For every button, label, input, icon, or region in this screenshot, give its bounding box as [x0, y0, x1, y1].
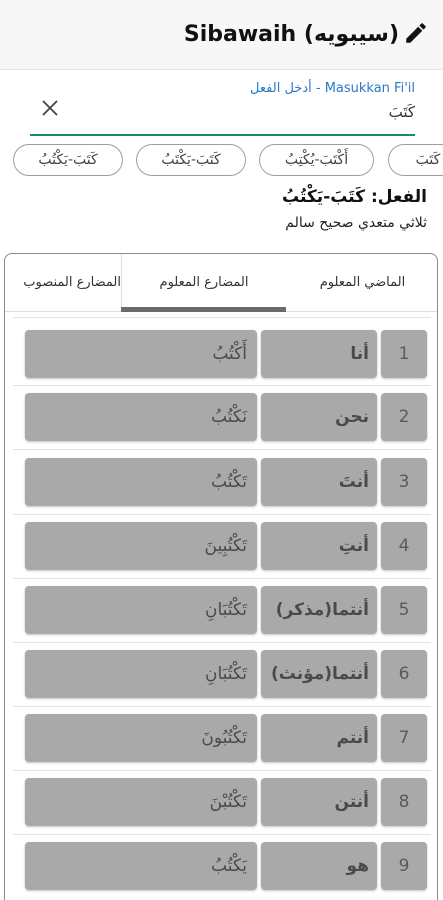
pronoun-cell: أنا [261, 330, 377, 378]
verb-form-cell: نَكْتُبُ [25, 393, 257, 441]
tab-present-active[interactable]: المضارع المعلوم [121, 254, 286, 312]
row-divider [13, 578, 431, 579]
suggestion-chips [0, 144, 443, 178]
row-divider [13, 642, 431, 643]
pronoun-cell: أنتما(مذكر) [261, 586, 377, 634]
tab-past-active[interactable]: الماضي المعلوم [319, 275, 406, 290]
verb-form-cell: تَكْتُبْنَ [25, 778, 257, 826]
row-divider [13, 834, 431, 835]
pencil-icon[interactable] [403, 20, 429, 46]
row-number-cell: 7 [381, 714, 427, 762]
row-divider [13, 317, 431, 318]
suggestion-chip[interactable]: كَتَبَ-يَكْتُبُ [13, 144, 123, 176]
verb-form-cell: أَكْتُبُ [25, 330, 257, 378]
table-row [17, 842, 427, 894]
row-divider [13, 706, 431, 707]
suggestion-chip[interactable]: أَكْتَبَ-يُكْتِبُ [259, 144, 374, 176]
verb-input[interactable] [85, 98, 415, 126]
row-number-cell: 1 [381, 330, 427, 378]
app-title: Sibawaih (سيبويه) [183, 22, 399, 47]
row-number-cell: 9 [381, 842, 427, 890]
verb-form-cell: يَكْتُبُ [25, 842, 257, 890]
row-number-cell: 3 [381, 458, 427, 506]
pronoun-cell: نحن [261, 393, 377, 441]
verb-form-cell: تَكْتُبُونَ [25, 714, 257, 762]
close-icon[interactable] [40, 98, 60, 118]
pronoun-cell: أنتم [261, 714, 377, 762]
suggestion-chip[interactable]: كَتَبَ [388, 144, 443, 176]
row-divider [13, 385, 431, 386]
conjugation-panel [4, 253, 438, 900]
verb-input-container [30, 78, 415, 136]
suggestion-chip[interactable]: كَتَبَ-يَكْتَبُ [136, 144, 246, 176]
table-row [17, 778, 427, 830]
table-row [17, 393, 427, 445]
tense-tabs [5, 254, 438, 312]
row-number-cell: 2 [381, 393, 427, 441]
tab-present-subjunctive[interactable]: المضارع المنصوب [23, 275, 121, 290]
row-divider [13, 449, 431, 450]
verb-type: ثلاثي متعدي صحيح سالم [285, 215, 427, 231]
app-bar [0, 0, 443, 70]
pronoun-cell: هو [261, 842, 377, 890]
table-row [17, 586, 427, 638]
row-number-cell: 5 [381, 586, 427, 634]
table-row [17, 714, 427, 766]
verb-heading: الفعل: كَتَبَ-يَكْتُبُ [281, 187, 427, 207]
row-divider [13, 770, 431, 771]
table-row [17, 458, 427, 510]
row-number-cell: 4 [381, 522, 427, 570]
verb-form-cell: تَكْتُبِينَ [25, 522, 257, 570]
table-row [17, 522, 427, 574]
row-divider [13, 514, 431, 515]
row-number-cell: 6 [381, 650, 427, 698]
table-row [17, 650, 427, 702]
pronoun-cell: أنتما(مؤنث) [261, 650, 377, 698]
verb-input-label: أدخل الفعل - Masukkan Fi'il [250, 81, 415, 96]
row-number-cell: 8 [381, 778, 427, 826]
pronoun-cell: أنتن [261, 778, 377, 826]
verb-form-cell: تَكْتُبَانِ [25, 650, 257, 698]
verb-form-cell: تَكْتُبَانِ [25, 586, 257, 634]
table-row [17, 330, 427, 382]
active-tab-indicator [121, 307, 286, 312]
verb-form-cell: تَكْتُبُ [25, 458, 257, 506]
pronoun-cell: أنتَ [261, 458, 377, 506]
pronoun-cell: أنتِ [261, 522, 377, 570]
